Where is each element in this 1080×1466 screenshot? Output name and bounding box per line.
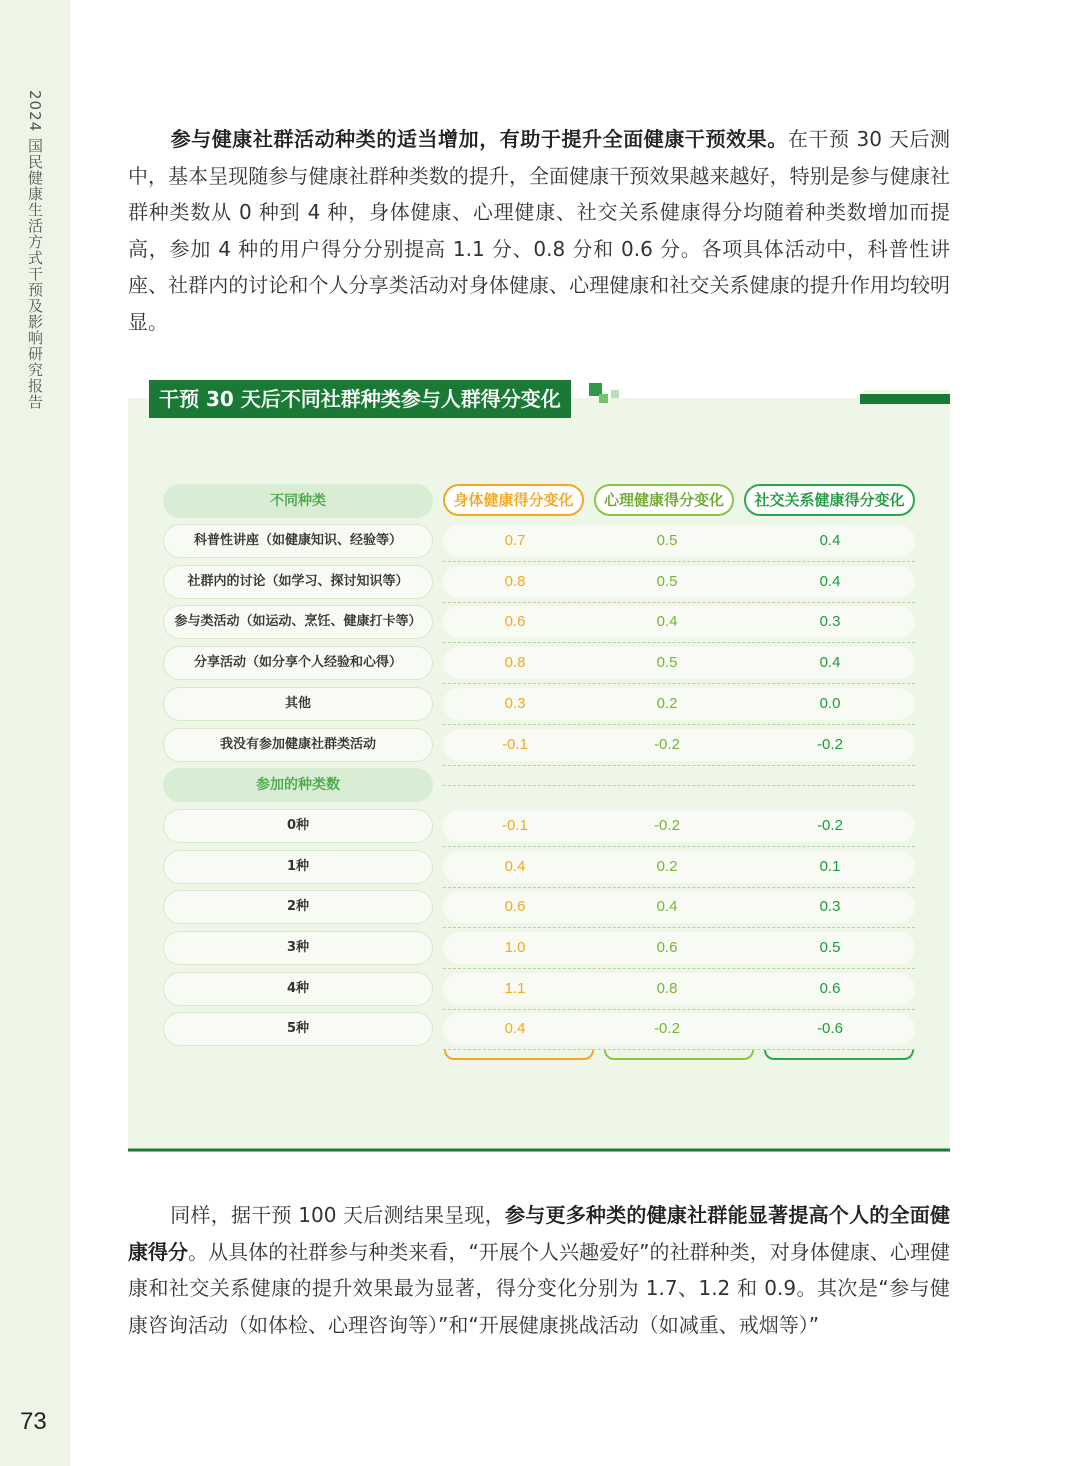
value-mental: -0.2	[654, 816, 680, 834]
value-social: -0.2	[817, 816, 843, 834]
row-label: 1种	[163, 850, 433, 884]
value-social: -0.6	[817, 1020, 843, 1038]
value-physical: 0.8	[504, 654, 526, 672]
panel-corner-accent	[860, 394, 950, 404]
row-values	[443, 973, 915, 1005]
row-values	[443, 647, 915, 679]
row-values	[443, 729, 915, 761]
row-label: 参与类活动（如运动、烹饪、健康打卡等）	[163, 605, 433, 639]
value-mental: -0.2	[654, 1020, 680, 1038]
row-separator	[443, 1009, 915, 1010]
row-separator	[443, 968, 915, 969]
value-mental: 0.2	[656, 857, 678, 875]
paragraph-followup-text: 。从具体的社群参与种类来看，“开展个人兴趣爱好”的社群种类，对身体健康、心理健康和社交关系健康的提升效果最为显著，得分变化分别为 1.7、1.2 和 0.9。其次是“参与健康咨询活动（如体检、心理咨询等）”和“开展健康挑战活动（如减重、戒烟等）”	[128, 1239, 950, 1337]
value-social: 0.4	[819, 572, 841, 590]
row-label: 我没有参加健康社群类活动	[163, 728, 433, 762]
value-mental: 0.5	[656, 572, 678, 590]
section-label-counts: 参加的种类数	[163, 768, 433, 802]
row-values	[443, 566, 915, 598]
row-label: 分享活动（如分享个人经验和心得）	[163, 646, 433, 680]
value-mental: 0.5	[656, 532, 678, 549]
header-mental: 心理健康得分变化	[594, 484, 734, 516]
row-label: 4种	[163, 972, 433, 1006]
value-social: 0.3	[819, 898, 841, 916]
header-physical: 身体健康得分变化	[443, 484, 584, 516]
value-social: -0.2	[817, 735, 843, 753]
paragraph-followup	[128, 1197, 950, 1343]
value-mental: 0.8	[656, 979, 678, 997]
row-label: 5种	[163, 1012, 433, 1046]
value-physical: -0.1	[502, 735, 528, 753]
row-label: 0种	[163, 809, 433, 843]
value-mental: 0.2	[656, 694, 678, 712]
value-physical: 0.8	[504, 572, 526, 590]
row-separator	[443, 642, 915, 643]
value-physical: 0.7	[504, 532, 526, 549]
value-mental: -0.2	[654, 735, 680, 753]
value-mental: 0.4	[656, 898, 678, 916]
table-panel	[128, 387, 950, 1152]
row-separator	[443, 602, 915, 603]
value-physical: 0.3	[504, 694, 526, 712]
row-values	[443, 891, 915, 923]
paragraph-followup-bold: 参与更多种类的健康社群能显著提高个人的全面健康得分	[128, 1203, 951, 1264]
value-social: 0.4	[819, 532, 841, 549]
value-mental: 0.5	[656, 654, 678, 672]
header-social: 社交关系健康得分变化	[744, 484, 915, 516]
row-values	[443, 1013, 915, 1045]
row-values	[443, 810, 915, 842]
row-values	[443, 606, 915, 638]
column-footer-social	[764, 1050, 914, 1060]
value-social: 0.6	[819, 979, 841, 997]
value-social: 0.0	[819, 694, 841, 712]
row-label: 3种	[163, 931, 433, 965]
column-footer-physical	[444, 1050, 594, 1060]
title-decoration	[599, 394, 608, 403]
row-separator	[443, 765, 915, 766]
title-decoration	[611, 390, 619, 398]
row-values	[443, 932, 915, 964]
value-physical: 1.0	[504, 939, 526, 956]
value-physical: 0.6	[504, 898, 526, 916]
value-mental: 0.4	[656, 613, 678, 631]
value-physical: 0.6	[504, 613, 526, 631]
row-separator	[443, 887, 915, 888]
row-separator	[443, 927, 915, 928]
row-separator	[443, 846, 915, 847]
value-physical: 1.1	[504, 979, 526, 997]
header-type: 不同种类	[163, 484, 433, 518]
value-physical: -0.1	[502, 816, 528, 834]
value-physical: 0.4	[504, 857, 526, 875]
row-separator	[443, 683, 915, 684]
row-separator	[443, 785, 915, 786]
value-social: 0.3	[819, 613, 841, 631]
value-social: 0.1	[819, 857, 841, 875]
row-values	[443, 688, 915, 720]
paragraph-intro-bold: 参与健康社群活动种类的适当增加，有助于提升全面健康干预效果。	[170, 127, 788, 151]
row-label: 科普性讲座（如健康知识、经验等）	[163, 524, 433, 558]
column-footer-mental	[604, 1050, 754, 1060]
value-mental: 0.6	[656, 939, 678, 956]
row-label: 社群内的讨论（如学习、探讨知识等）	[163, 565, 433, 599]
row-separator	[443, 561, 915, 562]
row-values	[443, 525, 915, 557]
value-social: 0.4	[819, 654, 841, 672]
report-title-vertical: 2024 国民健康生活方式干预及影响研究报告	[26, 90, 44, 410]
page-number: 73	[20, 1408, 47, 1435]
value-physical: 0.4	[504, 1020, 526, 1038]
paragraph-intro	[128, 121, 950, 340]
row-label: 2种	[163, 890, 433, 924]
panel-title: 干预 30 天后不同社群种类参与人群得分变化	[149, 380, 571, 418]
value-social: 0.5	[819, 939, 841, 956]
paragraph-followup-lead: 同样，据干预 100 天后测结果呈现，	[170, 1203, 505, 1227]
row-label: 其他	[163, 687, 433, 721]
row-separator	[443, 724, 915, 725]
row-values	[443, 851, 915, 883]
paragraph-intro-text: 在干预 30 天后测中，基本呈现随参与健康社群种类数的提升，全面健康干预效果越来越好，特别是参与健康社群种类数从 0 种到 4 种，身体健康、心理健康、社交关系健康得分均随着种类数增加而提高，参加 4 种的用户得分分别提高 1.1 分、0.8 分和 0.6 分。各项具体活动中，科普性讲座、社群内的讨论和个人分享类活动对身体健康、心理健康和社交关系健康的提升作用均较明显。	[128, 127, 950, 334]
